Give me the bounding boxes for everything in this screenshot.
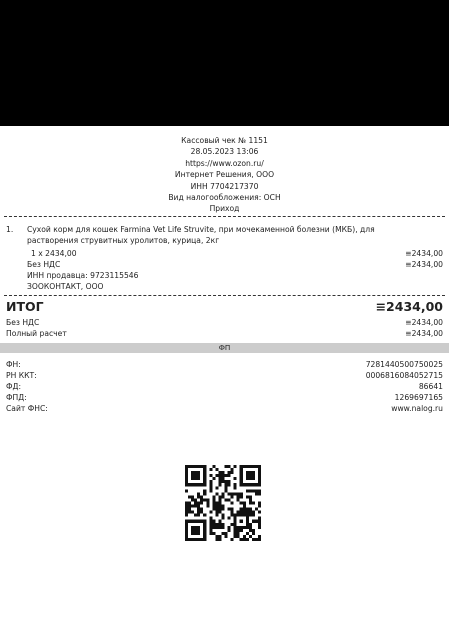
receipt-title: Кассовый чек № 1151 [181, 136, 268, 145]
item-vat-label: Без НДС [27, 260, 61, 269]
fiscal-value: 1269697165 [394, 393, 443, 402]
total-vat-value: ≡2434,00 [405, 318, 443, 327]
fiscal-row [6, 393, 443, 402]
fiscal-value: 0006816084052715 [365, 371, 443, 380]
fiscal-value: www.nalog.ru [391, 404, 443, 413]
item-vat-value: ≡2434,00 [405, 260, 443, 269]
total-vat-label: Без НДС [6, 318, 40, 327]
fiscal-value: 86641 [418, 382, 443, 391]
payment-value: ≡2434,00 [405, 329, 443, 338]
seller-site: https://www.ozon.ru/ [185, 158, 264, 168]
fiscal-row [6, 404, 443, 413]
seller-inn: ИНН продавца: 9723115546 [27, 271, 139, 280]
company-inn: ИНН 7704217370 [190, 181, 259, 191]
payment-label: Полный расчет [6, 329, 67, 338]
fiscal-label: РН ККТ: [6, 371, 37, 380]
company-name: Интернет Решения, ООО [174, 170, 275, 180]
receipt-datetime: 28.05.2023 13:06 [190, 147, 259, 157]
divider [4, 295, 445, 296]
fiscal-label: ФД: [6, 382, 22, 391]
item-vat-row [27, 260, 443, 269]
seller-name: ЗООКОНТАКТ, ООО [27, 282, 104, 291]
fiscal-value: 7281440500750025 [365, 360, 443, 369]
fiscal-row [6, 360, 443, 369]
operation-type: Приход [209, 204, 240, 214]
fiscal-bar: ФП [0, 343, 449, 353]
divider [4, 216, 445, 217]
item-qty-row [27, 249, 443, 258]
total-value: ≡2434,00 [375, 299, 443, 314]
fiscal-label: ФН: [6, 360, 21, 369]
receipt [0, 126, 449, 640]
receipt-header [0, 135, 449, 215]
seller-name-row [27, 282, 443, 291]
fiscal-label: ФПД: [6, 393, 27, 402]
item-name: Сухой корм для кошек Farmina Vet Life Struvite, при мочекаменной болезни (МКБ), для растворения струвитных уролитов, курица, 2кг [27, 225, 375, 246]
fiscal-row [6, 382, 443, 391]
fiscal-label: Сайт ФНС: [6, 404, 48, 413]
item-number: 1. [6, 225, 14, 234]
total-row [6, 299, 443, 314]
seller-inn-row [27, 271, 443, 280]
item-qty-price: 1 x 2434,00 [31, 249, 77, 258]
fiscal-row [6, 371, 443, 380]
item-total: ≡2434,00 [405, 249, 443, 258]
total-label: ИТОГ [6, 299, 44, 314]
qr-code-icon [185, 465, 261, 541]
payment-row [6, 329, 443, 338]
total-vat-row [6, 318, 443, 327]
tax-system: Вид налогообложения: ОСН [168, 193, 281, 203]
